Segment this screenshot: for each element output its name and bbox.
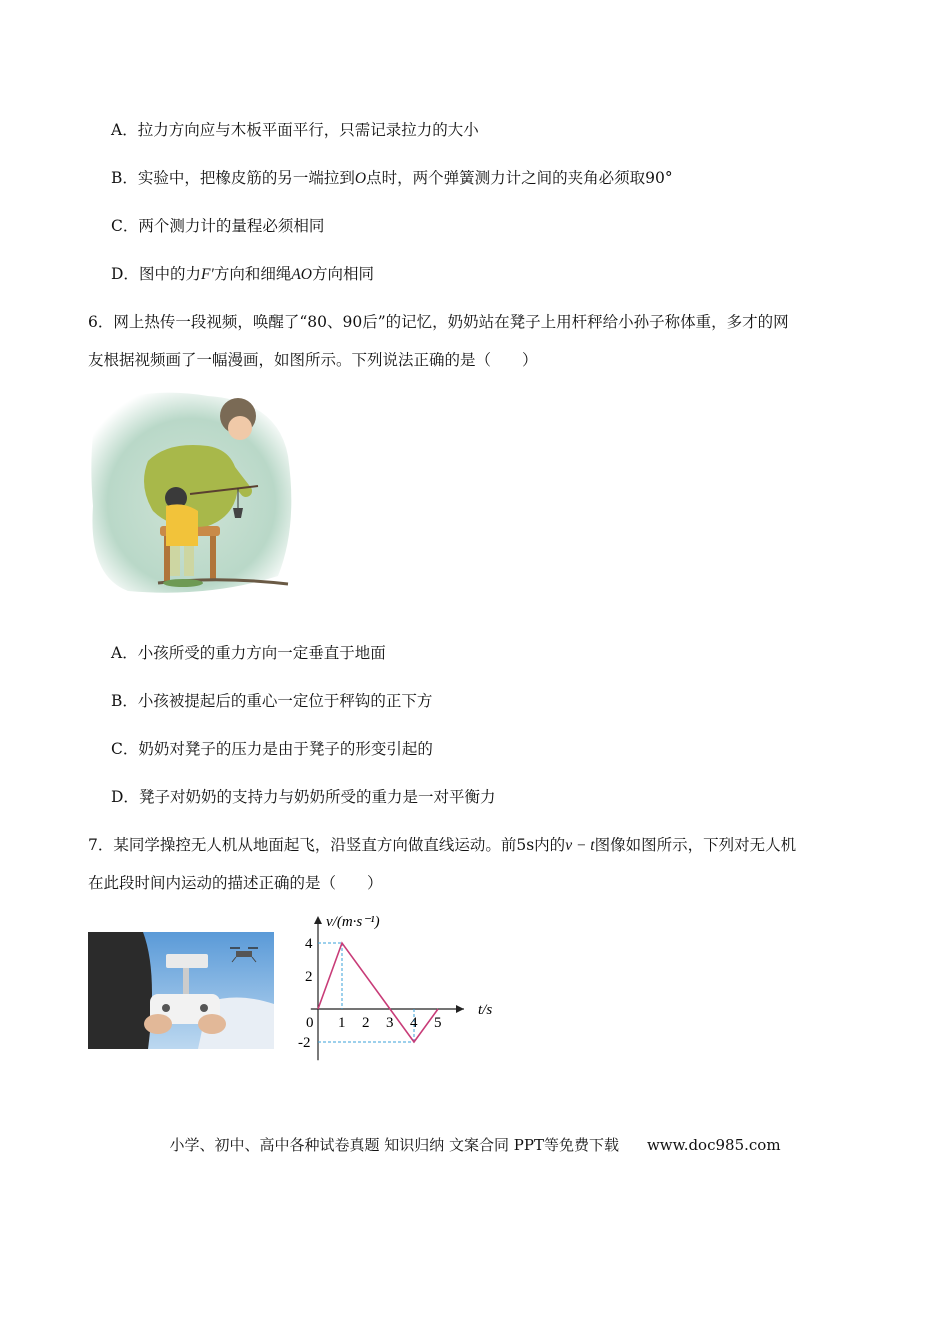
page-footer (0, 1134, 950, 1155)
vt-x-tick-label: 1 (338, 1015, 346, 1031)
q7-stem-line2: 在此段时间内运动的描述正确的是（ ） (88, 874, 383, 892)
q6-option-a: A．小孩所受的重力方向一定垂直于地面 (111, 644, 386, 662)
q5-option-c: C．两个测力计的量程必须相同 (111, 217, 325, 235)
q5-option-b: B．实验中，把橡皮筋的另一端拉到O点时，两个弹簧测力计之间的夹角必须取90° (111, 169, 673, 187)
vt-y-tick-label: -2 (298, 1035, 311, 1051)
vt-y-arrow (314, 916, 322, 924)
vt-xlabel: t/s (478, 1002, 493, 1018)
vt-y-tick-label: 4 (305, 936, 313, 952)
vt-x-tick-label: 4 (410, 1015, 418, 1031)
footer-url: www.doc985.com (646, 1136, 781, 1154)
vt-x-tick-label: 3 (386, 1015, 394, 1031)
footer-text: 小学、初中、高中各种试卷真题 知识归纳 文案合同 PPT等免费下载 (169, 1136, 619, 1154)
drone-photo (88, 932, 274, 1049)
q7-stem-line1: 7．某同学操控无人机从地面起飞，沿竖直方向做直线运动。前5s内的v − t图像如图所示，下列对无人机 (88, 836, 797, 854)
q5-option-a: A．拉力方向应与木板平面平行，只需记录拉力的大小 (111, 121, 479, 139)
q5-option-d: D．图中的力F′方向和细绳AO方向相同 (111, 265, 375, 283)
q6-option-b: B．小孩被提起后的重心一定位于秤钩的正下方 (111, 692, 433, 710)
vt-ylabel: v/(m·s⁻¹) (326, 914, 380, 930)
q6-stem-line2: 友根据视频画了一幅漫画，如图所示。下列说法正确的是（ ） (88, 351, 538, 369)
q6-option-c: C．奶奶对凳子的压力是由于凳子的形变引起的 (111, 740, 433, 758)
vt-x-tick-label: 2 (362, 1015, 370, 1031)
grandma-weighing-illustration (88, 386, 296, 601)
q6-option-d: D．凳子对奶奶的支持力与奶奶所受的重力是一对平衡力 (111, 788, 496, 806)
vt-x-tick-label: 5 (434, 1015, 442, 1031)
vt-y-tick-label: 2 (305, 969, 313, 985)
vt-graph (296, 908, 508, 1064)
q6-stem-line1: 6．网上热传一段视频，唤醒了“80、90后”的记忆，奶奶站在凳子上用杆秤给小孙子称体重，多才的网 (88, 313, 789, 331)
vt-x-arrow (456, 1005, 464, 1013)
vt-series-line (318, 943, 438, 1042)
vt-x-tick-label: 0 (306, 1015, 314, 1031)
